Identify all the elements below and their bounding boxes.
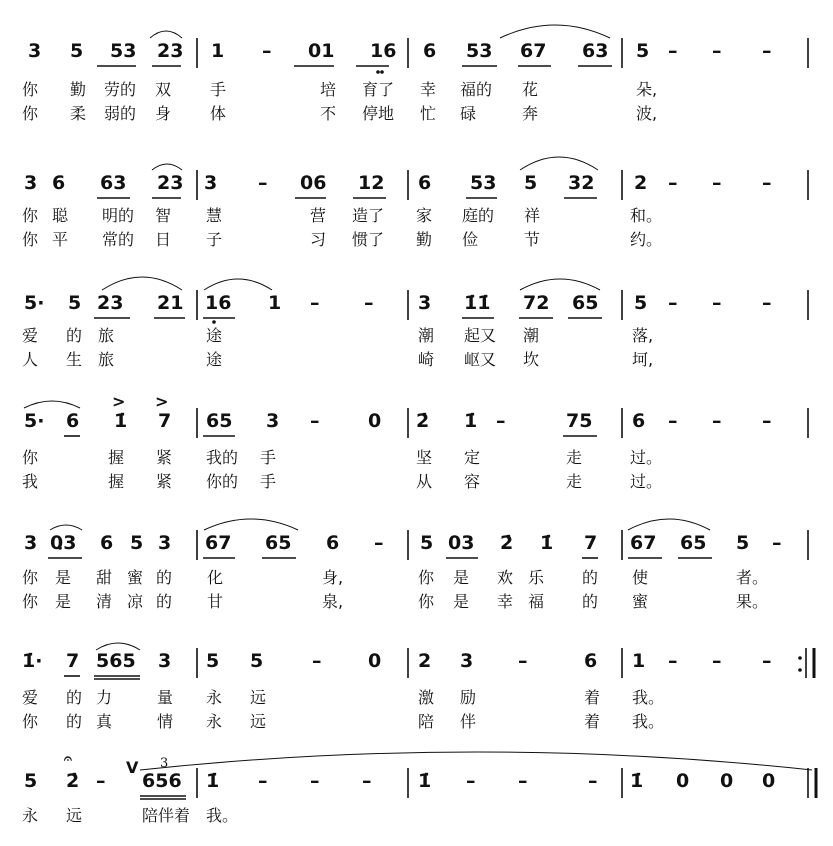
repeat-dot [798, 668, 802, 672]
lyric-syllable: 你 [22, 104, 39, 123]
score-note: 1̇· [22, 650, 43, 672]
lyric-syllable: 福的 [460, 80, 493, 99]
lyric-syllable: 过。 [630, 448, 663, 467]
lyric-syllable: 幸 [420, 80, 437, 99]
score-note: 5 [24, 770, 38, 792]
score-note: 53 [470, 172, 497, 194]
lyric-syllable: 使 [632, 568, 649, 587]
score-note: – [362, 770, 372, 792]
lyric-syllable: 蜜 [632, 592, 649, 611]
lyric-syllable: 我。 [206, 806, 239, 825]
lyric-syllable: 育了 [362, 80, 395, 99]
score-note: – [668, 410, 678, 432]
octave-dot [212, 320, 216, 324]
score-note: 2̇ [500, 532, 514, 554]
lyric-syllable: 你 [22, 448, 39, 467]
lyric-syllable: 旅 [98, 326, 115, 345]
lyric-syllable: 约。 [630, 230, 663, 249]
score-note: 6 [418, 172, 432, 194]
slur [150, 31, 182, 38]
lyric-syllable: 波, [636, 104, 658, 123]
score-note: 1 [211, 40, 225, 62]
lyric-syllable: 远 [66, 806, 83, 825]
lyric-syllable: 永 [22, 806, 39, 825]
score-note: 1̇ [630, 770, 644, 792]
lyric-syllable: 你 [418, 592, 435, 611]
score-note: – [96, 770, 106, 792]
lyric-syllable: 的 [66, 712, 83, 731]
slur [24, 401, 80, 408]
lyric-syllable: 习 [310, 230, 327, 249]
slur [500, 25, 610, 38]
lyric-syllable: 忙 [420, 104, 437, 123]
lyric-syllable: 你 [418, 568, 435, 587]
score-note: – [374, 532, 384, 554]
lyric-syllable: 激 [418, 688, 435, 707]
lyric-syllable: 你的 [206, 472, 239, 491]
score-note: – [712, 40, 722, 62]
score-note: 3 [24, 532, 38, 554]
score-note: – [772, 532, 782, 554]
lyric-syllable: 的 [582, 568, 599, 587]
score-note: 5 [68, 292, 82, 314]
lyric-syllable: 清 [96, 592, 113, 611]
score-note: – [310, 292, 320, 314]
lyric-syllable: 劳的 [104, 80, 137, 99]
score-note: 0 [368, 410, 382, 432]
score-note: 3 [418, 292, 432, 314]
score-note: 3 [24, 172, 38, 194]
lyric-syllable: 慧 [206, 206, 223, 225]
lyric-syllable: 爱 [22, 326, 39, 345]
lyric-syllable: 你 [22, 592, 39, 611]
lyric-syllable: 化 [207, 568, 224, 587]
score-note: – [668, 650, 678, 672]
score-note: 3 [204, 172, 218, 194]
lyric-syllable: 陪伴着 [142, 806, 191, 825]
lyric-syllable: 紧 [156, 472, 173, 491]
lyric-syllable: 从 [416, 472, 433, 491]
score-note: 65 [680, 532, 707, 554]
lyric-syllable: 旅 [98, 350, 115, 369]
lyric-syllable: 握 [108, 448, 125, 467]
score-note: 23 [157, 40, 184, 62]
score-note: – [712, 410, 722, 432]
breath-mark: V [126, 758, 139, 777]
lyric-syllable: 坎 [523, 350, 540, 369]
score-note: 75 [566, 410, 593, 432]
octave-dot [380, 70, 384, 74]
lyric-syllable: 果。 [736, 592, 769, 611]
lyric-syllable: 朵, [636, 80, 658, 99]
score-note: 53 [466, 40, 493, 62]
lyric-syllable: 定 [464, 448, 481, 467]
lyric-syllable: 我。 [632, 712, 665, 731]
score-note: 0 [762, 770, 776, 792]
lyric-syllable: 是 [453, 568, 470, 587]
lyric-syllable: 培 [320, 80, 337, 99]
score-note: – [258, 172, 268, 194]
score-note: 7 [158, 410, 172, 432]
lyric-syllable: 甜 [96, 568, 113, 587]
score-note: – [258, 770, 268, 792]
lyric-syllable: 力 [96, 688, 113, 707]
lyric-syllable: 福 [528, 592, 545, 611]
score-note: – [518, 650, 528, 672]
score-note: 67 [205, 532, 232, 554]
score-note: 23 [157, 172, 184, 194]
lyric-syllable: 的 [66, 326, 83, 345]
score-note: – [588, 770, 598, 792]
score-note: 1̇ [540, 532, 554, 554]
lyric-syllable: 碌 [460, 104, 477, 123]
slur [520, 279, 600, 290]
lyric-syllable: 勤 [416, 230, 433, 249]
triplet-number: 3 [160, 756, 169, 771]
lyric-syllable: 真 [96, 712, 113, 731]
score-note: 0 [720, 770, 734, 792]
score-note: – [762, 172, 772, 194]
score-note: 5 [634, 292, 648, 314]
lyric-syllable: 是 [453, 592, 470, 611]
score-note: 6 [326, 532, 340, 554]
score-note: 5 [420, 532, 434, 554]
score-note: 0 [368, 650, 382, 672]
lyric-syllable: 明的 [102, 206, 135, 225]
lyric-syllable: 情 [157, 712, 174, 731]
score-note: – [466, 770, 476, 792]
score-note: 3 [158, 532, 172, 554]
lyric-syllable: 途 [206, 326, 223, 345]
score-note: 72 [523, 292, 550, 314]
score-note: 53 [110, 40, 137, 62]
slur [204, 279, 272, 290]
lyric-syllable: 岖又 [464, 350, 497, 369]
score-note: – [310, 410, 320, 432]
score-note: 32 [568, 172, 595, 194]
lyric-syllable: 你 [22, 206, 39, 225]
lyric-syllable: 体 [210, 104, 227, 123]
lyric-syllable: 走 [566, 448, 583, 467]
score-note: 1̇ [464, 410, 478, 432]
score-note: – [364, 292, 374, 314]
score-note: 65 [265, 532, 292, 554]
score-note: 63 [100, 172, 127, 194]
lyric-syllable: 聪 [52, 206, 69, 225]
lyric-syllable: 手 [260, 472, 277, 491]
score-note: 23 [97, 292, 124, 314]
score-note: 67 [520, 40, 547, 62]
lyric-syllable: 幸 [497, 592, 514, 611]
lyric-syllable: 紧 [156, 448, 173, 467]
score-note: 21 [157, 292, 184, 314]
lyric-syllable: 励 [460, 688, 477, 707]
lyric-syllable: 乐 [528, 568, 545, 587]
score-note: 16 [370, 40, 397, 62]
slur [102, 277, 182, 290]
lyric-syllable: 永 [206, 712, 223, 731]
lyric-syllable: 停地 [362, 104, 395, 123]
slur [96, 643, 140, 650]
score-note: 6 [632, 410, 646, 432]
score-note: – [762, 650, 772, 672]
score-note: 7 [584, 532, 598, 554]
lyric-syllable: 惯了 [352, 230, 385, 249]
lyric-syllable: 你 [22, 230, 39, 249]
lyric-syllable: 欢 [497, 568, 514, 587]
score-note: 1̇ [114, 410, 128, 432]
lyric-syllable: 爱 [22, 688, 39, 707]
repeat-dot [798, 656, 802, 660]
lyric-syllable: 陪 [418, 712, 435, 731]
score-note: 65 [206, 410, 233, 432]
lyric-syllable: 人 [22, 350, 39, 369]
octave-dot [376, 70, 380, 74]
score-note: 63 [582, 40, 609, 62]
lyric-syllable: 节 [524, 230, 541, 249]
score-note: 2̇ [416, 410, 430, 432]
lyric-syllable: 容 [464, 472, 481, 491]
lyric-syllable: 我 [22, 472, 39, 491]
slur [50, 525, 82, 530]
lyric-syllable: 者。 [736, 568, 769, 587]
score-note: 5 [250, 650, 264, 672]
score-note: – [762, 292, 772, 314]
score-note: 1̇ [418, 770, 432, 792]
score-note: 2 [634, 172, 648, 194]
score-note: 5 [736, 532, 750, 554]
lyric-syllable: 握 [108, 472, 125, 491]
lyric-syllable: 身 [155, 104, 172, 123]
score-note: – [262, 40, 272, 62]
score-note: 67 [630, 532, 657, 554]
lyric-syllable: 我的 [206, 448, 239, 467]
lyric-syllable: 坚 [416, 448, 433, 467]
lyric-syllable: 是 [55, 568, 72, 587]
score-note: 2 [418, 650, 432, 672]
lyric-syllable: 我。 [632, 688, 665, 707]
lyric-syllable: 是 [55, 592, 72, 611]
slur [628, 519, 710, 530]
lyric-syllable: 你 [22, 80, 39, 99]
score-note: 5· [24, 292, 45, 314]
score-note: 2̇ [66, 770, 80, 792]
score-note: – [496, 410, 506, 432]
lyric-syllable: 潮 [418, 326, 435, 345]
fermata-mark: 𝄐 [64, 751, 72, 767]
score-note: 1̇1̇ [464, 292, 491, 314]
score-note: 6 [584, 650, 598, 672]
lyric-syllable: 凉 [127, 592, 144, 611]
score-note: 12 [358, 172, 385, 194]
lyric-syllable: 柔 [70, 104, 87, 123]
lyric-syllable: 走 [566, 472, 583, 491]
score-note: 65 [572, 292, 599, 314]
score-note: 6 [66, 410, 80, 432]
lyric-syllable: 起又 [464, 326, 497, 345]
lyric-syllable: 坷, [632, 350, 654, 369]
lyric-syllable: 的 [582, 592, 599, 611]
lyric-syllable: 潮 [523, 326, 540, 345]
score-note: 03 [448, 532, 475, 554]
score-note: 16 [205, 292, 232, 314]
lyric-syllable: 过。 [630, 472, 663, 491]
score-note: – [668, 172, 678, 194]
lyric-syllable: 的 [66, 688, 83, 707]
score-note: 5 [70, 40, 84, 62]
lyric-syllable: 远 [250, 712, 267, 731]
score-note: 656 [142, 770, 182, 792]
score-note: 03 [50, 532, 77, 554]
score-note: 3 [158, 650, 172, 672]
score-note: – [518, 770, 528, 792]
score-note: – [762, 410, 772, 432]
lyric-syllable: 祥 [524, 206, 541, 225]
lyric-syllable: 你 [22, 568, 39, 587]
lyric-syllable: 花 [522, 80, 539, 99]
score-note: 6 [423, 40, 437, 62]
lyric-syllable: 日 [155, 230, 172, 249]
slur [520, 157, 598, 170]
lyric-syllable: 永 [206, 688, 223, 707]
accent-mark-1: > [112, 392, 126, 411]
lyric-syllable: 泉, [322, 592, 344, 611]
score-note: – [668, 292, 678, 314]
lyric-syllable: 身, [322, 568, 344, 587]
lyric-syllable: 伴 [460, 712, 477, 731]
score-note: – [712, 172, 722, 194]
lyric-syllable: 途 [206, 350, 223, 369]
score-note: 5 [636, 40, 650, 62]
score-note: 5 [524, 172, 538, 194]
score-note: – [712, 292, 722, 314]
slur [152, 164, 182, 170]
lyric-syllable: 生 [66, 350, 83, 369]
lyric-syllable: 甘 [207, 592, 224, 611]
lyric-syllable: 勤 [70, 80, 87, 99]
lyric-syllable: 造了 [352, 206, 385, 225]
lyric-syllable: 弱的 [104, 104, 137, 123]
score-note: 0 [676, 770, 690, 792]
lyric-syllable: 你 [22, 712, 39, 731]
score-note: 5 [206, 650, 220, 672]
score-note: – [310, 770, 320, 792]
lyric-syllable: 智 [155, 206, 172, 225]
lyric-syllable: 营 [310, 206, 327, 225]
score-note: 01 [308, 40, 335, 62]
lyric-syllable: 崎 [418, 350, 435, 369]
slur [140, 752, 812, 770]
score-note: 6 [100, 532, 114, 554]
lyric-syllable: 着 [584, 712, 601, 731]
accent-mark-2: > [155, 392, 169, 411]
lyric-syllable: 量 [157, 688, 174, 707]
lyric-syllable: 俭 [462, 230, 479, 249]
lyric-syllable: 落, [632, 326, 654, 345]
lyric-syllable: 双 [155, 80, 172, 99]
score-note: – [668, 40, 678, 62]
lyric-syllable: 远 [250, 688, 267, 707]
lyric-syllable: 着 [584, 688, 601, 707]
score-note: 6 [52, 172, 66, 194]
score-note: 7 [66, 650, 80, 672]
score-note: 3 [266, 410, 280, 432]
score-note: 1 [268, 292, 282, 314]
score-note: 1 [632, 650, 646, 672]
score-note: 06 [300, 172, 327, 194]
lyric-syllable: 手 [210, 80, 227, 99]
score-note: 3 [460, 650, 474, 672]
score-note: – [712, 650, 722, 672]
lyric-syllable: 奔 [522, 104, 539, 123]
score-note: 3 [28, 40, 42, 62]
lyric-syllable: 蜜 [127, 568, 144, 587]
score-note: 1̇ [206, 770, 220, 792]
lyric-syllable: 的 [156, 568, 173, 587]
lyric-syllable: 的 [156, 592, 173, 611]
lyric-syllable: 不 [320, 104, 337, 123]
score-note: 5· [24, 410, 45, 432]
score-note: – [312, 650, 322, 672]
score-note: 5 [130, 532, 144, 554]
lyric-syllable: 家 [416, 206, 433, 225]
slur [204, 519, 298, 530]
score-note: – [762, 40, 772, 62]
lyric-syllable: 庭的 [462, 206, 495, 225]
lyric-syllable: 和。 [630, 206, 663, 225]
lyric-syllable: 子 [206, 230, 223, 249]
score-note: 565 [96, 650, 136, 672]
lyric-syllable: 手 [260, 448, 277, 467]
lyric-syllable: 常的 [102, 230, 135, 249]
lyric-syllable: 平 [52, 230, 69, 249]
